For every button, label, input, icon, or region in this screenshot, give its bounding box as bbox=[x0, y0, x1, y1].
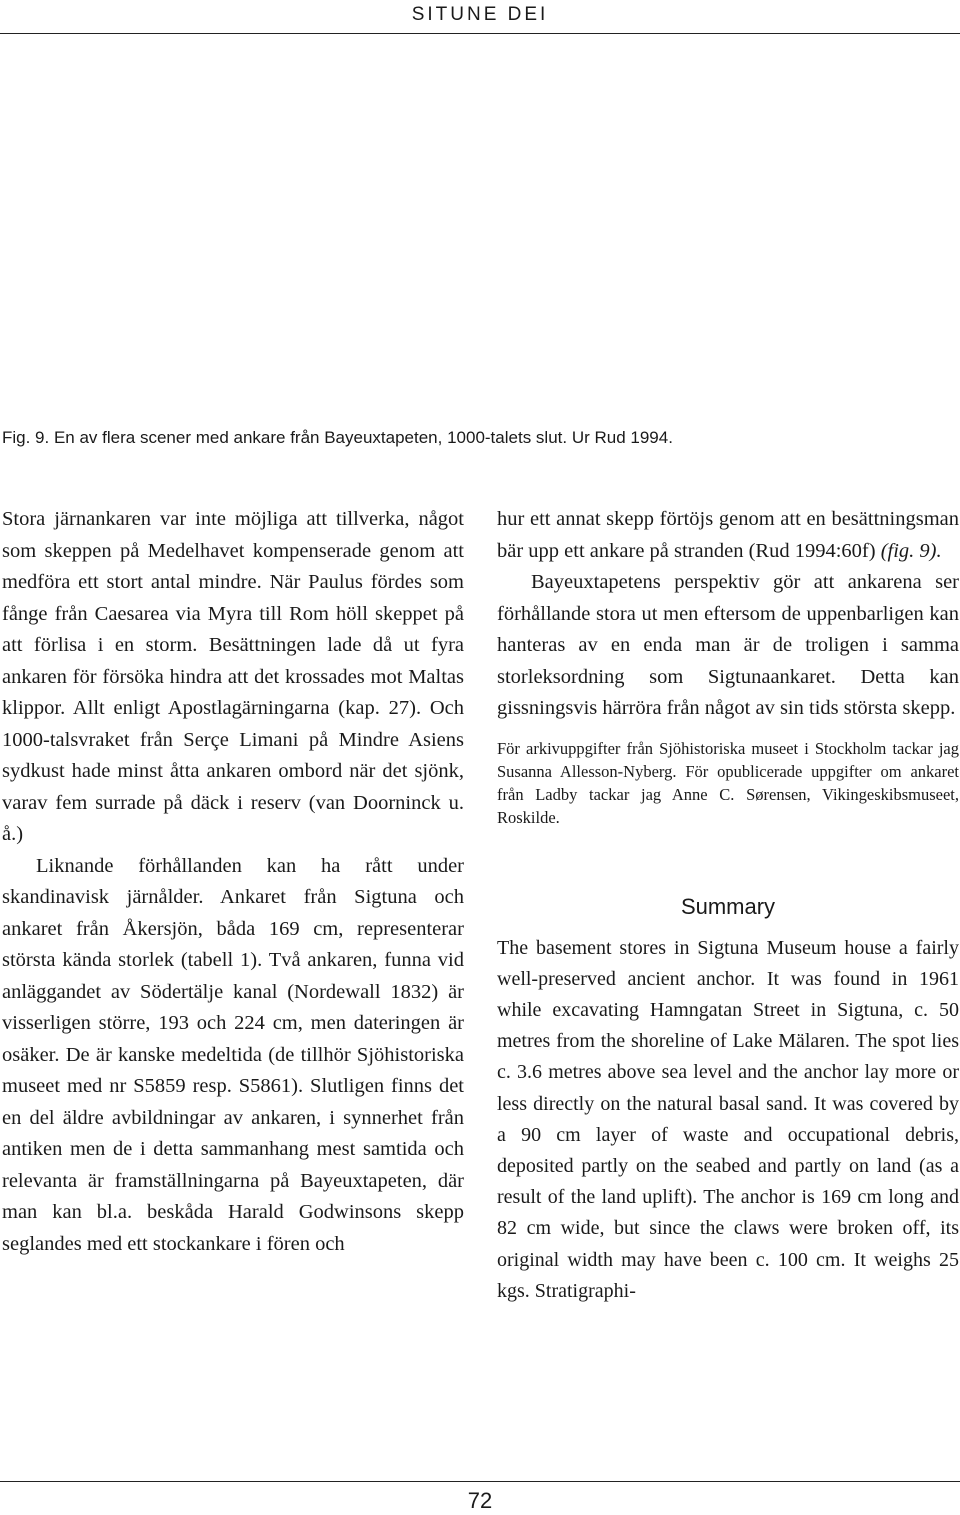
header-rule bbox=[0, 33, 960, 34]
right-column bbox=[497, 504, 959, 1307]
summary-heading: Summary bbox=[680, 893, 776, 919]
figure-area bbox=[0, 40, 960, 420]
running-title: SITUNE DEI bbox=[411, 4, 549, 25]
body-paragraph-2: Liknande förhållanden kan ha rått under skandinavisk järnålder. Ankaret från Sigtuna och ankaret från Åkersjön, båda 169 cm, representerar största kända storlek (tabell 1). Två ankaren, funna vid anläggandet av Södertälje kanal (Nordewall 1832) är visserligen större, 193 och 224 cm, men dateringen är osäker. De är kanske medeltida (de tillhör Sjöhistoriska museet med nr S5859 resp. S5861). Slutligen finns det en del äldre avbildningar av ankaren, i synnerhet från antiken men de i detta sammanhang mest samtida och relevanta är framställningarna på Bayeuxtapeten, där man kan bl.a. beskåda Harald Godwinsons skepp seglandes med ett stockankare i fören och bbox=[2, 854, 464, 1255]
body-paragraph-4: Bayeuxtapetens perspektiv gör att ankarena ser förhållande stora ut men eftersom de uppenbarligen kan hanteras av en enda man är de troligen i samma storleksordning som Sigtunaankaret. Detta kan gissningsvis härröra från något av sin tids största skepp. bbox=[497, 571, 959, 719]
body-paragraph-1: Stora järnankaren var inte möjliga att tillverka, något som skeppen på Medelhavet kompenserade genom att medföra ett stort antal mindre. När Paulus fördes som fånge från Caesarea via Myra till Rom höll skeppet på att förlisa i en storm. Besättningen lade då ut fyra ankaren för försöka hindra att det krossades mot Maltas klippor. Allt enligt Apostlagärningarna (kap. 27). Och 1000-talsvraket från Serçe Limani på Mindre Asiens sydkust hade minst åtta ankaren ombord när det sjönk, varav fem surrade på däck i reserv (van Doorninck u. å.) bbox=[2, 508, 464, 845]
footer-rule bbox=[0, 1481, 960, 1482]
figure-caption: Fig. 9. En av flera scener med ankare från Bayeuxtapeten, 1000-talets slut. Ur Rud 1994. bbox=[2, 428, 673, 447]
left-column bbox=[2, 504, 464, 1260]
page-number: 72 bbox=[467, 1488, 493, 1513]
acknowledgement-note: För arkivuppgifter från Sjöhistoriska museet i Stockholm tackar jag Susanna Allesson-Nyberg. För opublicerade uppgifter om ankaret från Ladby tackar jag Anne C. Sørensen, Vikingeskibsmuseet, Roskilde. bbox=[497, 738, 959, 827]
body-paragraph-3 bbox=[497, 504, 959, 567]
figure-reference: (fig. 9). bbox=[880, 539, 942, 562]
summary-paragraph: The basement stores in Sigtuna Museum house a fairly well-preserved ancient anchor. It was found in 1961 while excavating Hamngatan Street in Sigtuna, c. 50 metres from the shoreline of Lake Mälaren. The spot lies c. 3.6 metres above sea level and the anchor lay more or less directly on the natural basal sand. It was covered by a 90 cm layer of waste and occupational debris, deposited partly on the seabed and partly on land (as a result of the land uplift). The anchor is 169 cm long and 82 cm wide, but since the claws were broken off, its original width may have been c. 100 cm. It weighs 25 kgs. Stratigraphi- bbox=[497, 936, 959, 1302]
body-paragraph-3-text: hur ett annat skepp förtöjs genom att en besättningsman bär upp ett ankare på stranden (Rud 1994:60f) bbox=[497, 508, 959, 562]
